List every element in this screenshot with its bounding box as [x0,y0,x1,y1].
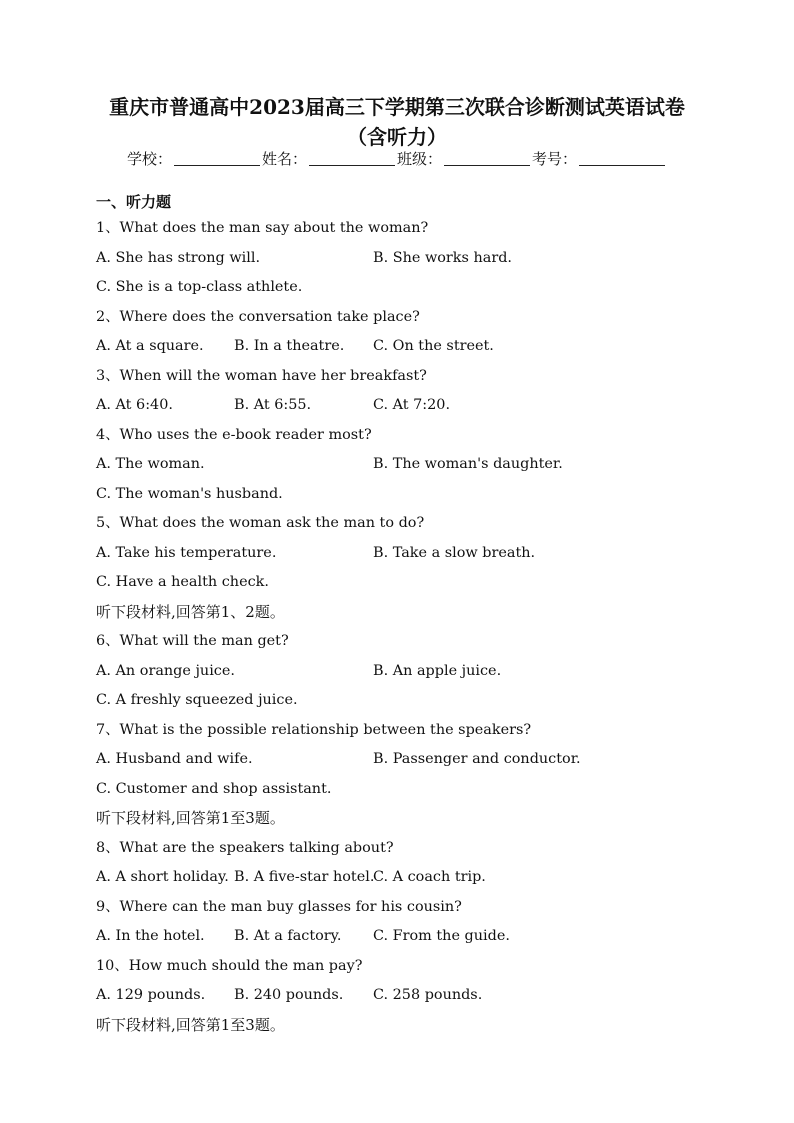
options-row [96,863,726,893]
option-b[interactable]: B. An apple juice. [373,662,502,679]
options-row [96,480,726,510]
option-b[interactable]: B. At 6:55. [234,397,312,413]
name-blank[interactable] [309,149,395,166]
option-a[interactable]: A. 129 pounds. [96,987,206,1003]
options-row [96,244,726,274]
school-label: 学校： [126,150,172,168]
options-row [96,745,726,775]
option-c[interactable]: C. A freshly squeezed juice. [96,692,298,708]
listening-note: 听下段材料,回答第1、2题。 [96,602,285,621]
option-b[interactable]: B. A five-star hotel. [234,869,375,885]
option-c[interactable]: C. Have a health check. [96,574,269,590]
section-heading: 一、听力题 [96,193,172,211]
question-9: 9、Where can the man buy glasses for his cousin? [96,898,462,915]
option-c[interactable]: C. She is a top-class athlete. [96,279,303,295]
question-10: 10、How much should the man pay? [96,957,363,974]
option-b[interactable]: B. At a factory. [234,928,342,944]
options-row [96,568,726,598]
question-2: 2、Where does the conversation take place? [96,308,420,325]
options-row [96,391,726,421]
options-row [96,981,726,1011]
class-blank[interactable] [444,149,530,166]
option-b[interactable]: B. In a theatre. [234,338,345,354]
question-4: 4、Who uses the e-book reader most? [96,426,372,443]
option-c[interactable]: C. The woman's husband. [96,485,283,502]
exam-no-label: 考号： [532,150,578,168]
options-row [96,922,726,952]
options-row [96,539,726,569]
school-blank[interactable] [174,149,260,166]
name-label: 姓名： [261,150,307,168]
option-a[interactable]: A. She has strong will. [96,249,261,266]
option-a[interactable]: A. Take his temperature. [96,544,277,561]
listening-note: 听下段材料,回答第1至3题。 [96,809,285,827]
options-row [96,657,726,687]
option-c[interactable]: C. From the guide. [373,928,510,944]
option-c[interactable]: C. On the street. [373,338,494,354]
page-title: 重庆市普通高中2023届高三下学期第三次联合诊断测试英语试卷（含听力） [109,95,685,149]
option-b[interactable]: B. Passenger and conductor. [373,751,581,767]
question-list [96,190,726,1040]
question-5: 5、What does the woman ask the man to do? [96,515,425,531]
options-row [96,686,726,716]
option-a[interactable]: A. At 6:40. [96,397,173,413]
option-b[interactable]: B. The woman's daughter. [373,456,563,472]
question-6: 6、What will the man get? [96,633,289,649]
option-b[interactable]: B. 240 pounds. [234,987,344,1003]
option-a[interactable]: A. A short holiday. [96,869,229,885]
options-row [96,450,726,480]
exam-no-blank[interactable] [579,149,665,166]
option-b[interactable]: B. She works hard. [373,249,512,266]
question-3: 3、When will the woman have her breakfast? [96,367,427,384]
option-c[interactable]: C. A coach trip. [373,869,486,885]
options-row [96,775,726,805]
question-7: 7、What is the possible relationship between the speakers? [96,721,532,738]
option-a[interactable]: A. An orange juice. [96,662,235,679]
options-row [96,273,726,303]
listening-note: 听下段材料,回答第1至3题。 [96,1015,285,1034]
option-a[interactable]: A. Husband and wife. [96,751,253,767]
student-info-line [0,148,794,170]
option-c[interactable]: C. 258 pounds. [373,987,483,1003]
option-a[interactable]: A. The woman. [96,456,205,472]
question-8: 8、What are the speakers talking about? [96,839,394,856]
options-row [96,332,726,362]
option-a[interactable]: A. At a square. [96,338,204,354]
option-c[interactable]: C. Customer and shop assistant. [96,780,332,797]
class-label: 班级： [397,150,443,168]
option-c[interactable]: C. At 7:20. [373,397,451,413]
option-a[interactable]: A. In the hotel. [96,928,205,944]
option-b[interactable]: B. Take a slow breath. [373,544,536,561]
question-1: 1、What does the man say about the woman? [96,220,429,236]
